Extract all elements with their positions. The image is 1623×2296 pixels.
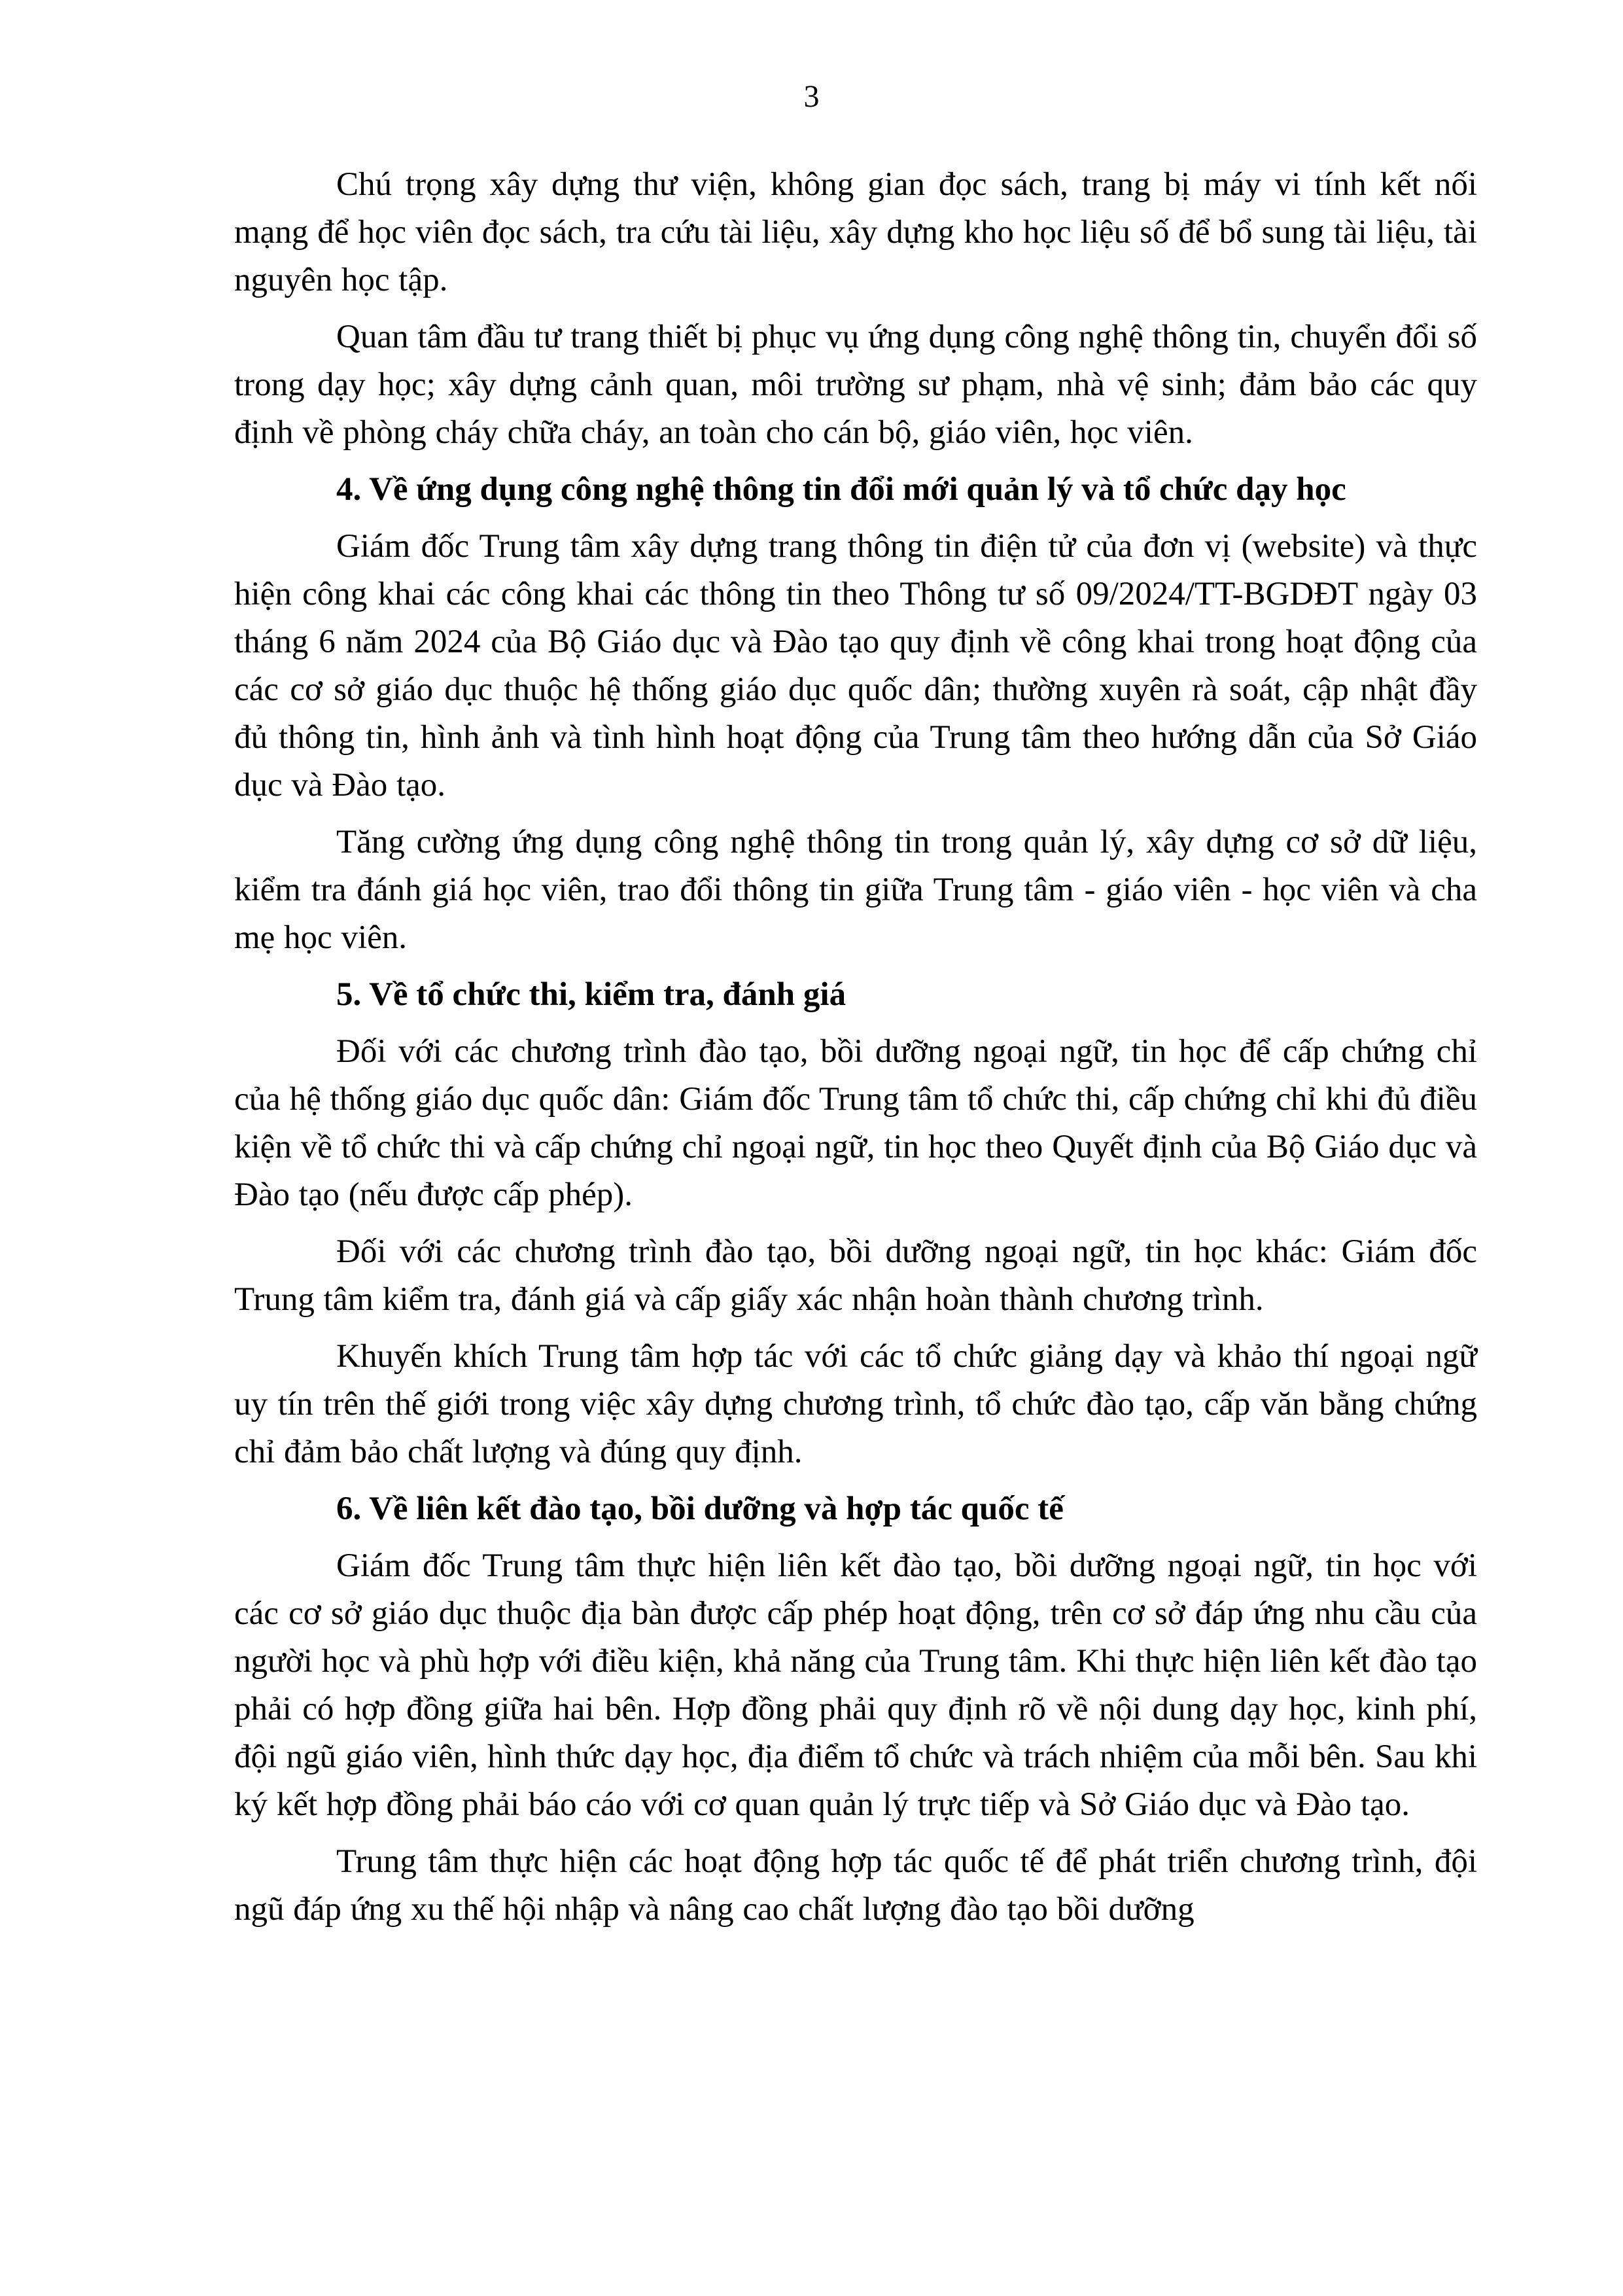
paragraph-equipment: Quan tâm đầu tư trang thiết bị phục vụ ứng dụng công nghệ thông tin, chuyển đổi số trong dạy học; xây dựng cảnh quan, môi trường sư phạm, nhà vệ sinh; đảm bảo các quy định về phòng cháy chữa cháy, an toàn cho cán bộ, giáo viên, học viên. [234,319,1477,451]
section-heading-6: 6. Về liên kết đào tạo, bồi dưỡng và hợp tác quốc tế [336,1491,1064,1527]
paragraph-it-management: Tăng cường ứng dụng công nghệ thông tin trong quản lý, xây dựng cơ sở dữ liệu, kiểm tra đánh giá học viên, trao đổi thông tin giữa Trung tâm - giáo viên - học viên và cha mẹ học viên. [234,824,1477,956]
document-body [234,161,1477,1943]
paragraph-other-programs: Đối với các chương trình đào tạo, bồi dưỡng ngoại ngữ, tin học khác: Giám đốc Trung tâm kiểm tra, đánh giá và cấp giấy xác nhận hoàn thành chương trình. [234,1233,1477,1318]
paragraph-website: Giám đốc Trung tâm xây dựng trang thông tin điện tử của đơn vị (website) và thực hiện công khai các công khai các thông tin theo Thông tư số 09/2024/TT-BGDĐT ngày 03 tháng 6 năm 2024 của Bộ Giáo dục và Đào tạo quy định về công khai trong hoạt động của các cơ sở giáo dục thuộc hệ thống giáo dục quốc dân; thường xuyên rà soát, cập nhật đầy đủ thông tin, hình ảnh và tình hình hoạt động của Trung tâm theo hướng dẫn của Sở Giáo dục và Đào tạo. [234,528,1477,804]
paragraph-library: Chú trọng xây dựng thư viện, không gian đọc sách, trang bị máy vi tính kết nối mạng để học viên đọc sách, tra cứu tài liệu, xây dựng kho học liệu số để bổ sung tài liệu, tài nguyên học tập. [234,166,1477,298]
paragraph-international: Trung tâm thực hiện các hoạt động hợp tác quốc tế để phát triển chương trình, đội ngũ đáp ứng xu thế hội nhập và nâng cao chất lượng đào tạo bồi dưỡng [234,1843,1477,1928]
page-number: 3 [803,79,820,114]
paragraph-cooperation-exams: Khuyến khích Trung tâm hợp tác với các tổ chức giảng dạy và khảo thí ngoại ngữ uy tín trên thế giới trong việc xây dựng chương trình, tổ chức đào tạo, cấp văn bằng chứng chỉ đảm bảo chất lượng và đúng quy định. [234,1338,1477,1470]
section-heading-5: 5. Về tổ chức thi, kiểm tra, đánh giá [336,976,846,1013]
paragraph-certification: Đối với các chương trình đào tạo, bồi dưỡng ngoại ngữ, tin học để cấp chứng chỉ của hệ thống giáo dục quốc dân: Giám đốc Trung tâm tổ chức thi, cấp chứng chỉ khi đủ điều kiện về tổ chức thi và cấp chứng chỉ ngoại ngữ, tin học theo Quyết định của Bộ Giáo dục và Đào tạo (nếu được cấp phép). [234,1033,1477,1213]
paragraph-joint-training: Giám đốc Trung tâm thực hiện liên kết đào tạo, bồi dưỡng ngoại ngữ, tin học với các cơ sở giáo dục thuộc địa bàn được cấp phép hoạt động, trên cơ sở đáp ứng nhu cầu của người học và phù hợp với điều kiện, khả năng của Trung tâm. Khi thực hiện liên kết đào tạo phải có hợp đồng giữa hai bên. Hợp đồng phải quy định rõ về nội dung dạy học, kinh phí, đội ngũ giáo viên, hình thức dạy học, địa điểm tổ chức và trách nhiệm của mỗi bên. Sau khi ký kết hợp đồng phải báo cáo với cơ quan quản lý trực tiếp và Sở Giáo dục và Đào tạo. [234,1547,1477,1823]
section-heading-4: 4. Về ứng dụng công nghệ thông tin đổi mới quản lý và tổ chức dạy học [336,471,1346,508]
